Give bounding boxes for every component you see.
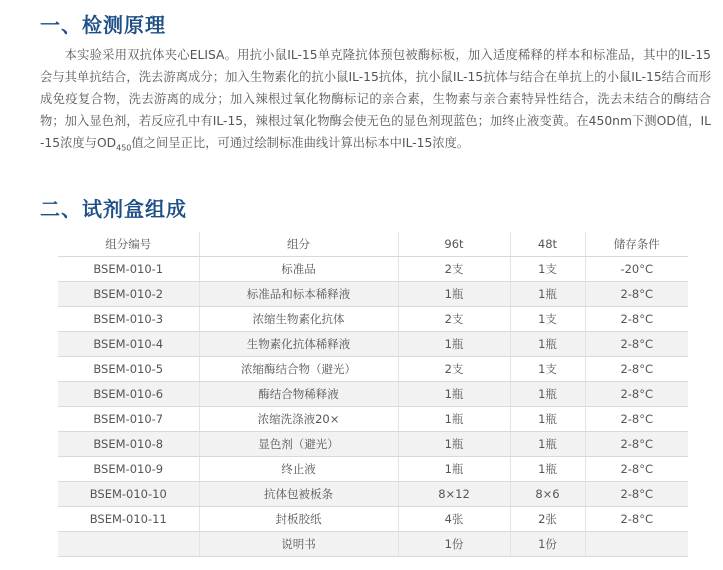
cell-component: 标准品 <box>199 257 398 282</box>
cell-storage: 2-8°C <box>585 432 688 457</box>
principle-paragraph <box>40 45 711 155</box>
cell-96t: 1瓶 <box>398 282 510 307</box>
header-component-id: 组分编号 <box>58 232 199 257</box>
cell-component: 显色剂（避光） <box>199 432 398 457</box>
cell-component-id: BSEM-010-3 <box>58 307 199 332</box>
cell-component-id: BSEM-010-6 <box>58 382 199 407</box>
cell-component: 浓缩酶结合物（避光） <box>199 357 398 382</box>
cell-96t: 4张 <box>398 507 510 532</box>
cell-component-id: BSEM-010-9 <box>58 457 199 482</box>
cell-component-id: BSEM-010-1 <box>58 257 199 282</box>
table-row <box>58 457 688 482</box>
header-component: 组分 <box>199 232 398 257</box>
cell-96t: 1瓶 <box>398 332 510 357</box>
principle-text-end: 值之间呈正比，可通过绘制标准曲线计算出标本中IL-15浓度。 <box>131 135 470 150</box>
cell-component-id: BSEM-010-5 <box>58 357 199 382</box>
cell-96t: 2支 <box>398 257 510 282</box>
od-wavelength-subscript: 450 <box>116 143 132 153</box>
cell-48t: 1瓶 <box>510 432 585 457</box>
principle-text-main: 本实验采用双抗体夹心ELISA。用抗小鼠IL-15单克隆抗体预包被酶标板，加入适度稀释的样本和标准品，其中的IL-15会与其单抗结合，洗去游离成分；加入生物素化的抗小鼠IL-15抗体，抗小鼠IL-15抗体与结合在单抗上的小鼠IL-15结合而形成免疫复合物，洗去游离的成分；加入辣根过氧化物酶标记的亲合素，生物素与亲合素特异性结合，洗去未结合的酶结合物；加入显色剂，若反应孔中有IL-15，辣根过氧化物酶会使无色的显色剂现蓝色；加终止液变黄。在450nm下测OD值，IL-15浓度与OD <box>40 48 711 150</box>
header-storage: 储存条件 <box>585 232 688 257</box>
table-header-row <box>58 232 688 257</box>
cell-component: 酶结合物稀释液 <box>199 382 398 407</box>
table-row <box>58 332 688 357</box>
cell-component: 浓缩生物素化抗体 <box>199 307 398 332</box>
cell-48t: 2张 <box>510 507 585 532</box>
cell-48t: 1瓶 <box>510 457 585 482</box>
cell-component: 标准品和标本稀释液 <box>199 282 398 307</box>
cell-storage: 2-8°C <box>585 482 688 507</box>
table-row <box>58 532 688 557</box>
cell-storage: 2-8°C <box>585 307 688 332</box>
cell-storage: 2-8°C <box>585 507 688 532</box>
cell-96t: 1份 <box>398 532 510 557</box>
cell-component-id: BSEM-010-11 <box>58 507 199 532</box>
cell-96t: 1瓶 <box>398 407 510 432</box>
cell-48t: 1支 <box>510 357 585 382</box>
cell-48t: 1份 <box>510 532 585 557</box>
table-row <box>58 257 688 282</box>
header-48t: 48t <box>510 232 585 257</box>
cell-96t: 2支 <box>398 357 510 382</box>
cell-component-id: BSEM-010-2 <box>58 282 199 307</box>
section-title-kit-components: 二、试剂盒组成 <box>40 197 187 221</box>
cell-48t: 1瓶 <box>510 332 585 357</box>
cell-96t: 2支 <box>398 307 510 332</box>
header-96t: 96t <box>398 232 510 257</box>
cell-storage <box>585 532 688 557</box>
cell-48t: 1瓶 <box>510 407 585 432</box>
table-row <box>58 407 688 432</box>
cell-component: 生物素化抗体稀释液 <box>199 332 398 357</box>
cell-component: 终止液 <box>199 457 398 482</box>
table-row <box>58 307 688 332</box>
cell-component-id: BSEM-010-7 <box>58 407 199 432</box>
cell-component-id <box>58 532 199 557</box>
cell-storage: 2-8°C <box>585 282 688 307</box>
cell-component: 抗体包被板条 <box>199 482 398 507</box>
cell-storage: 2-8°C <box>585 332 688 357</box>
cell-component-id: BSEM-010-4 <box>58 332 199 357</box>
cell-storage: 2-8°C <box>585 382 688 407</box>
section-title-principle: 一、检测原理 <box>40 13 166 37</box>
table-row <box>58 507 688 532</box>
cell-48t: 1瓶 <box>510 382 585 407</box>
table-row <box>58 357 688 382</box>
cell-96t: 1瓶 <box>398 382 510 407</box>
table-row <box>58 482 688 507</box>
table-row <box>58 432 688 457</box>
cell-96t: 1瓶 <box>398 432 510 457</box>
cell-storage: 2-8°C <box>585 407 688 432</box>
table-row <box>58 382 688 407</box>
table-row <box>58 282 688 307</box>
cell-96t: 1瓶 <box>398 457 510 482</box>
cell-component: 说明书 <box>199 532 398 557</box>
cell-48t: 1瓶 <box>510 282 585 307</box>
cell-component-id: BSEM-010-10 <box>58 482 199 507</box>
cell-storage: 2-8°C <box>585 357 688 382</box>
cell-component: 封板胶纸 <box>199 507 398 532</box>
cell-storage: -20°C <box>585 257 688 282</box>
cell-storage: 2-8°C <box>585 457 688 482</box>
cell-component: 浓缩洗涤液20× <box>199 407 398 432</box>
kit-components-table <box>58 232 688 557</box>
cell-48t: 1支 <box>510 257 585 282</box>
cell-component-id: BSEM-010-8 <box>58 432 199 457</box>
cell-48t: 8×6 <box>510 482 585 507</box>
cell-48t: 1支 <box>510 307 585 332</box>
cell-96t: 8×12 <box>398 482 510 507</box>
